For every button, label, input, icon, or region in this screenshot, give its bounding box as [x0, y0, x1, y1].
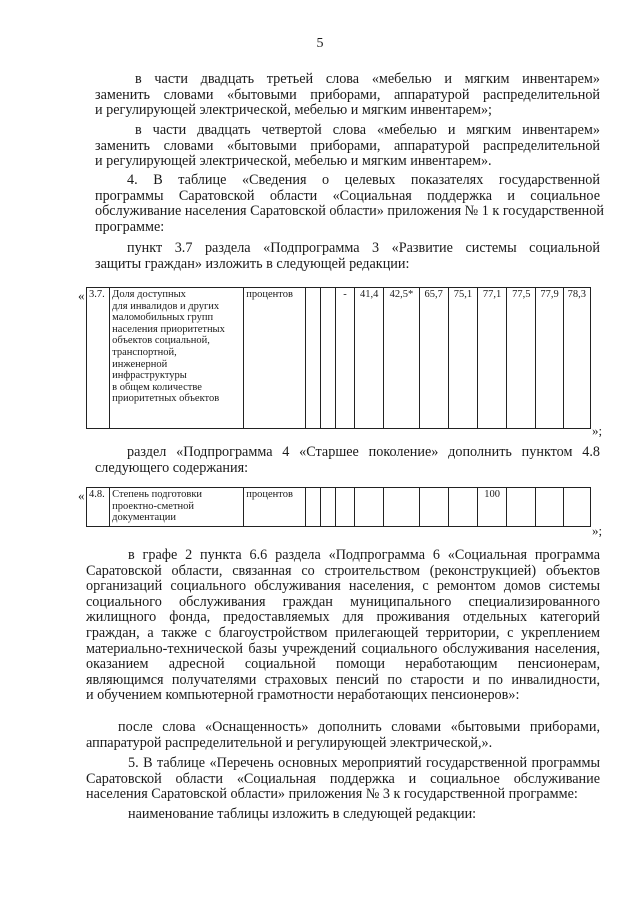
- value-cell: [384, 488, 419, 527]
- row-number: 3.7.: [87, 288, 110, 429]
- value-cell: [448, 488, 477, 527]
- text-line: после слова «Оснащенность» дополнить словами «бытовыми приборами,: [118, 719, 600, 735]
- value-cell: [305, 288, 320, 429]
- value-cell: [320, 288, 335, 429]
- text-line: обслуживание населения Саратовской области» приложения № 1 к государственной: [95, 203, 604, 220]
- value-cell: [355, 488, 384, 527]
- text-line: материально-технической базы учреждений социального обслуживания населения,: [86, 640, 600, 657]
- text-line: социального обслуживания граждан муниципального специализированного: [86, 593, 600, 610]
- paragraph-4: [95, 241, 600, 272]
- quote-open: «: [78, 488, 85, 503]
- text-line: и обучением компьютерной грамотности неработающих пенсионеров»:: [86, 687, 520, 704]
- text-line: заменить словами «бытовыми приборами, аппаратурой распределительной: [95, 86, 600, 103]
- indicator-name: [110, 488, 244, 527]
- text-line: заменить словами «бытовыми приборами, аппаратурой распределительной: [95, 137, 600, 154]
- text-line: аппаратурой распределительной и регулирующей электрической,».: [86, 734, 493, 751]
- paragraph-7: [86, 720, 600, 751]
- indicator-name-line: Доля доступных: [112, 289, 186, 300]
- text-line: наименование таблицы изложить в следующей редакции:: [128, 806, 477, 822]
- text-line: 5. В таблице «Перечень основных мероприятий государственной программы: [128, 755, 600, 771]
- row-number: 4.8.: [87, 488, 110, 527]
- value-cell: 75,1: [448, 288, 477, 429]
- value-cell: [320, 488, 335, 527]
- text-line: организаций социального обслуживания населения, с ремонтом домов системы: [86, 578, 600, 595]
- text-line: следующего содержания:: [95, 459, 249, 476]
- indicator-name-line: транспортной,: [112, 346, 177, 358]
- paragraph-1: [95, 72, 600, 119]
- text-line: граждан, а также с благоустройством прилегающей территории, с укреплением: [86, 624, 600, 641]
- text-line: и регулирующей электрической, мебелью и мягким инвентарем»;: [95, 102, 492, 119]
- table-row: [87, 288, 591, 429]
- text-line: пункт 3.7 раздела «Подпрограмма 3 «Развитие системы социальной: [127, 240, 600, 256]
- page-number: 5: [316, 36, 324, 51]
- value-cell: 42,5*: [384, 288, 419, 429]
- text-line: в части двадцать третьей слова «мебелью и мягким инвентарем»: [135, 71, 600, 87]
- text-line: 4. В таблице «Сведения о целевых показателях государственной: [127, 172, 600, 188]
- text-line: и регулирующей электрической, мебелью и мягким инвентарем».: [95, 153, 492, 170]
- value-cell: 77,1: [478, 288, 507, 429]
- value-cell: -: [335, 288, 354, 429]
- text-line: Саратовской области, связанная со строительством (реконструкцией) объектов: [86, 562, 600, 579]
- text-line: защиты граждан» изложить в следующей редакции:: [95, 255, 410, 272]
- paragraph-3: [95, 172, 604, 235]
- value-cell: [419, 488, 448, 527]
- paragraph-9: [86, 807, 600, 823]
- indicator-name-line: документации: [112, 512, 176, 524]
- indicator-name-line: объектов социальной,: [112, 335, 210, 347]
- value-cell: [536, 488, 563, 527]
- value-cell: 77,5: [507, 288, 536, 429]
- value-cell: 65,7: [419, 288, 448, 429]
- indicator-name-line: проектно-сметной: [112, 500, 195, 512]
- value-cell: [305, 488, 320, 527]
- text-line: являющимся получателями страховых пенсий по старости и по инвалидности,: [86, 671, 600, 688]
- indicator-name-line: инфраструктуры: [112, 370, 187, 382]
- value-cell: 77,9: [536, 288, 563, 429]
- paragraph-8: [86, 756, 600, 803]
- text-line: населения Саратовской области» приложения № 3 к государственной программе:: [86, 786, 578, 803]
- value-cell: [335, 488, 354, 527]
- text-line: в графе 2 пункта 6.6 раздела «Подпрограмма 6 «Социальная программа: [128, 547, 600, 563]
- paragraph-6: [86, 548, 600, 704]
- unit-cell: процентов: [244, 288, 305, 429]
- table-row-3-7: [86, 287, 591, 429]
- value-cell: 41,4: [355, 288, 384, 429]
- text-line: программы Саратовской области «Социальная поддержка и социальное: [95, 187, 600, 204]
- value-cell: 100: [478, 488, 507, 527]
- quote-close: »;: [592, 523, 603, 538]
- value-cell: 78,3: [563, 288, 590, 429]
- indicator-name-line: приоритетных объектов: [112, 393, 220, 405]
- paragraph-2: [95, 123, 600, 170]
- indicator-name: [110, 288, 244, 429]
- indicator-name-line: для инвалидов и других: [112, 300, 220, 312]
- unit-cell: процентов: [244, 488, 305, 527]
- indicator-name-line: Степень подготовки: [112, 489, 203, 500]
- text-line: оказанием адресной социальной помощи неработающим пенсионерам,: [86, 656, 600, 673]
- text-line: раздел «Подпрограмма 4 «Старшее поколение» дополнить пунктом 4.8: [127, 444, 600, 460]
- table-row: [87, 488, 591, 527]
- quote-close: »;: [592, 423, 603, 438]
- value-cell: [563, 488, 590, 527]
- indicator-name-line: в общем количестве: [112, 381, 202, 393]
- text-line: жилищного фонда, предоставляемых для проживания отдельных категорий: [86, 609, 600, 626]
- indicator-name-line: инженерной: [112, 358, 168, 370]
- text-line: Саратовской области «Социальная поддержка и социальное обслуживание: [86, 770, 600, 787]
- indicator-name-line: маломобильных групп: [112, 312, 214, 324]
- value-cell: [507, 488, 536, 527]
- indicator-name-line: населения приоритетных: [112, 323, 225, 335]
- text-line: программе:: [95, 218, 165, 235]
- text-line: в части двадцать четвертой слова «мебелью и мягким инвентарем»: [135, 122, 600, 138]
- table-row-4-8: [86, 487, 591, 527]
- paragraph-5: [95, 445, 600, 476]
- quote-open: «: [78, 288, 85, 303]
